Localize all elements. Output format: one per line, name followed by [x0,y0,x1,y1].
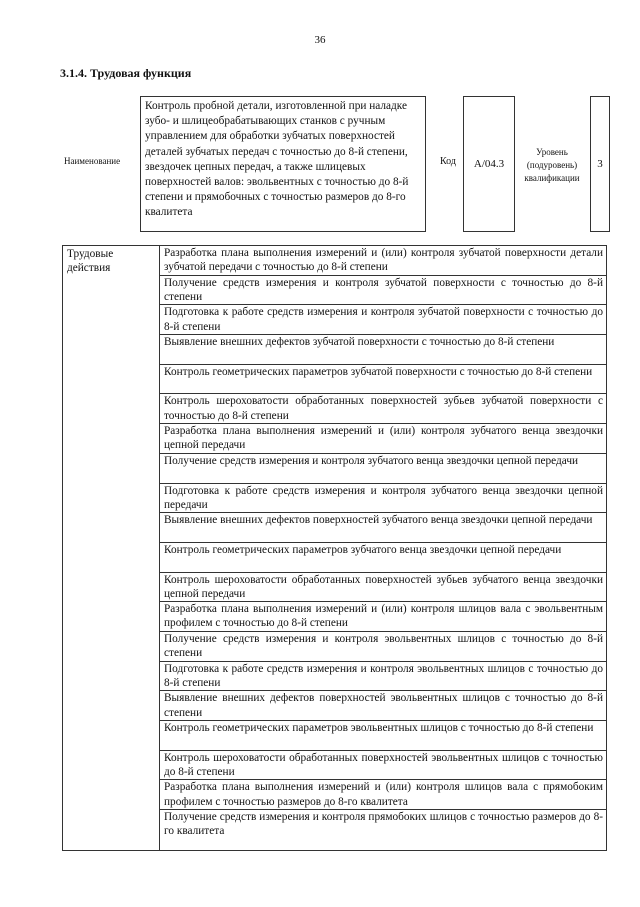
action-item: Получение средств измерения и контроля прямобоких шлицов с точностью размеров до 8-го квалитета [164,811,603,838]
labor-actions-table [62,245,607,851]
code-value: A/04.3 [463,96,515,232]
action-item: Подготовка к работе средств измерения и контроля зубчатой поверхности с точностью до 8-й степени [160,305,606,335]
action-item: Разработка плана выполнения измерений и (или) контроля зубчатой поверхности детали зубчатой передачи с точностью до 8-й степени [160,246,606,276]
action-item: Выявление внешних дефектов зубчатой поверхности с точностью до 8-й степени [160,335,606,365]
action-item: Получение средств измерения и контроля эвольвентных шлицов с точностью до 8-й степени [160,632,606,662]
action-item: Получение средств измерения и контроля зубчатой поверхности с точностью до 8-й степени [160,276,606,306]
action-item: Контроль шероховатости обработанных поверхностей эвольвентных шлицов с точностью до 8-й степени [160,751,606,781]
function-name: Контроль пробной детали, изготовленной при наладке зубо- и шлицеобрабатывающих станков с ручным управлением для обработки зубчатых поверхностей деталей зубчатых передач с точностью до 8-й степени, звездочек цепных передач, а также шлицевых поверхностей валов: эвольвентных с точностью до 8-й степени и прямобочных с точностью размеров до 8-го квалитета [140,96,426,232]
action-item: Получение средств измерения и контроля зубчатого венца звездочки цепной передачи [160,454,606,484]
code-label: Код [440,156,456,167]
action-item: Контроль геометрических параметров зубчатой поверхности с точностью до 8-й степени [160,365,606,395]
action-item: Выявление внешних дефектов поверхностей зубчатого венца звездочки цепной передачи [160,513,606,543]
level-value: 3 [590,96,610,232]
action-item: Контроль геометрических параметров зубчатого венца звездочки цепной передачи [160,543,606,573]
name-label: Наименование [64,156,121,166]
action-item: Контроль шероховатости обработанных поверхностей зубьев зубчатой поверхности с точностью до 8-й степени [160,394,606,424]
level-label: Уровень (подуровень) квалификации [524,147,580,183]
action-item: Разработка плана выполнения измерений и (или) контроля шлицов вала с прямобоким профилем с точностью размеров до 8-го квалитета [160,780,606,810]
labor-actions-label: Трудовые действия [63,246,160,850]
action-item: Подготовка к работе средств измерения и контроля эвольвентных шлицов с точностью до 8-й степени [160,662,606,692]
action-item: Подготовка к работе средств измерения и контроля зубчатого венца звездочки цепной передачи [160,484,606,514]
section-title: 3.1.4. Трудовая функция [60,66,192,80]
labor-actions-list [160,246,606,840]
action-item: Контроль шероховатости обработанных поверхностей зубьев зубчатого венца звездочки цепной передачи [160,573,606,603]
action-item: Контроль геометрических параметров эвольвентных шлицов с точностью до 8-й степени [160,721,606,751]
action-item: Разработка плана выполнения измерений и (или) контроля шлицов вала с эвольвентным профилем с точностью до 8-й степени [160,602,606,632]
page-number: 36 [314,34,326,46]
action-item: Выявление внешних дефектов поверхностей эвольвентных шлицов с точностью до 8-й степени [160,691,606,721]
action-item: Разработка плана выполнения измерений и (или) контроля зубчатого венца звездочки цепной передачи [160,424,606,454]
function-header [64,96,612,234]
